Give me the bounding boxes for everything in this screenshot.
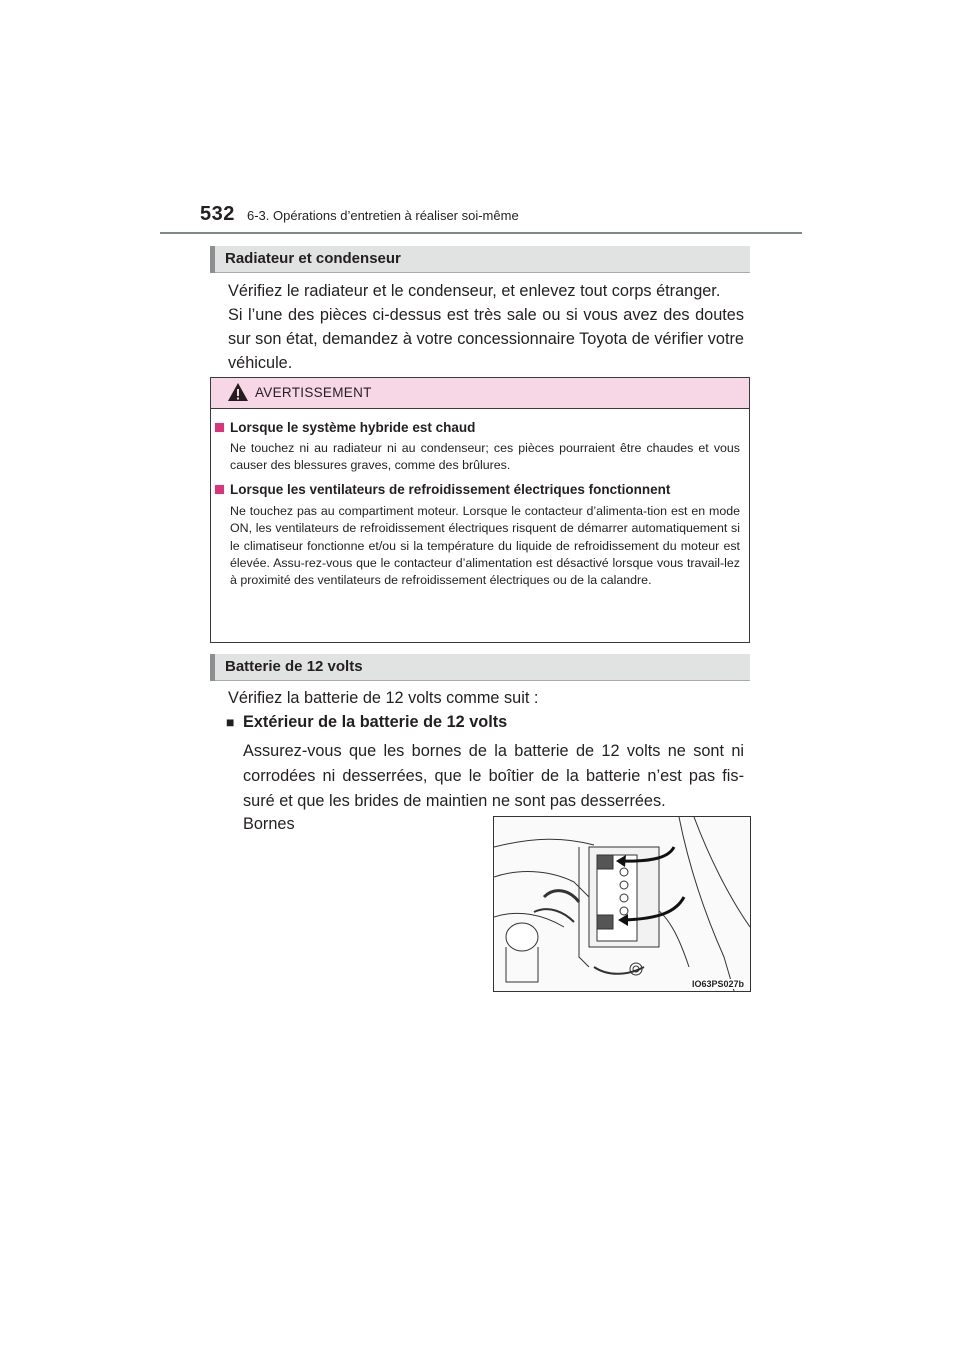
page-number: 532 bbox=[200, 203, 235, 225]
warning-title: AVERTISSEMENT bbox=[255, 385, 372, 400]
section2-paragraph: Assurez-vous que les bornes de la batterie de 12 volts ne sont ni corrodées ni desserrées, que le boîtier de la batterie n’est pas fis-suré et que les brides de maintien ne sont pas desserrées. bbox=[243, 742, 744, 810]
figure-label-bornes: Bornes bbox=[243, 815, 295, 833]
warning-item-1-text: Ne touchez ni au radiateur ni au condenseur; ces pièces pourraient être chaudes et vous causer des blessures graves, comme des brûlures. bbox=[230, 441, 740, 473]
warning-item-2-text: Ne touchez pas au compartiment moteur. Lorsque le contacteur d’alimenta-tion est en mode ON, les ventilateurs de refroidissement électriques risquent de démarrer automatiquement si le climatiseur fonctionne et/ou si la température du liquide de refroidissement du moteur est élevée. Assu-rez-vous que le contacteur d’alimentation est désactivé lorsque vous travail-lez à proximité des ventilateurs de refroidissement électriques ou de la calandre. bbox=[230, 504, 740, 588]
battery-illustration bbox=[493, 816, 751, 992]
bullet-square-icon bbox=[215, 485, 224, 494]
section-heading-title: Batterie de 12 volts bbox=[225, 658, 363, 675]
section2-intro: Vérifiez la batterie de 12 volts comme suit : bbox=[228, 689, 539, 707]
section1-paragraph-2: Si l’une des pièces ci-dessus est très sale ou si vous avez des doutes sur son état, demandez à votre concessionnaire Toyota de vérifier votre véhicule. bbox=[228, 306, 744, 372]
chapter-title: 6-3. Opérations d’entretien à réaliser soi-même bbox=[247, 208, 519, 223]
bullet-square-icon bbox=[215, 423, 224, 432]
section2-subheading bbox=[226, 713, 507, 732]
section-heading-title: Radiateur et condenseur bbox=[225, 250, 401, 267]
section-heading-bar bbox=[210, 654, 215, 681]
section-heading-bar bbox=[210, 246, 215, 273]
section1-paragraph-1: Vérifiez le radiateur et le condenseur, et enlevez tout corps étranger. bbox=[228, 282, 721, 300]
warning-item-2-title-text: Lorsque les ventilateurs de refroidissement électriques fonctionnent bbox=[230, 482, 671, 497]
section1-body bbox=[228, 279, 744, 375]
warning-item-1-title-text: Lorsque le système hybride est chaud bbox=[230, 420, 476, 435]
header-divider bbox=[160, 232, 802, 234]
section-heading-batterie bbox=[210, 654, 750, 681]
subheading-marker: ■ bbox=[226, 714, 235, 730]
figure-code: IO63PS027b bbox=[691, 979, 744, 989]
warning-triangle-icon bbox=[227, 382, 249, 402]
section-heading-radiateur bbox=[210, 246, 750, 273]
warning-item-2-title bbox=[215, 482, 670, 497]
warning-item-1-title bbox=[215, 420, 475, 435]
section2-subheading-text: Extérieur de la batterie de 12 volts bbox=[243, 713, 508, 731]
engine-bay-drawing bbox=[494, 817, 750, 991]
warning-header bbox=[211, 378, 749, 409]
warning-box bbox=[210, 377, 750, 643]
